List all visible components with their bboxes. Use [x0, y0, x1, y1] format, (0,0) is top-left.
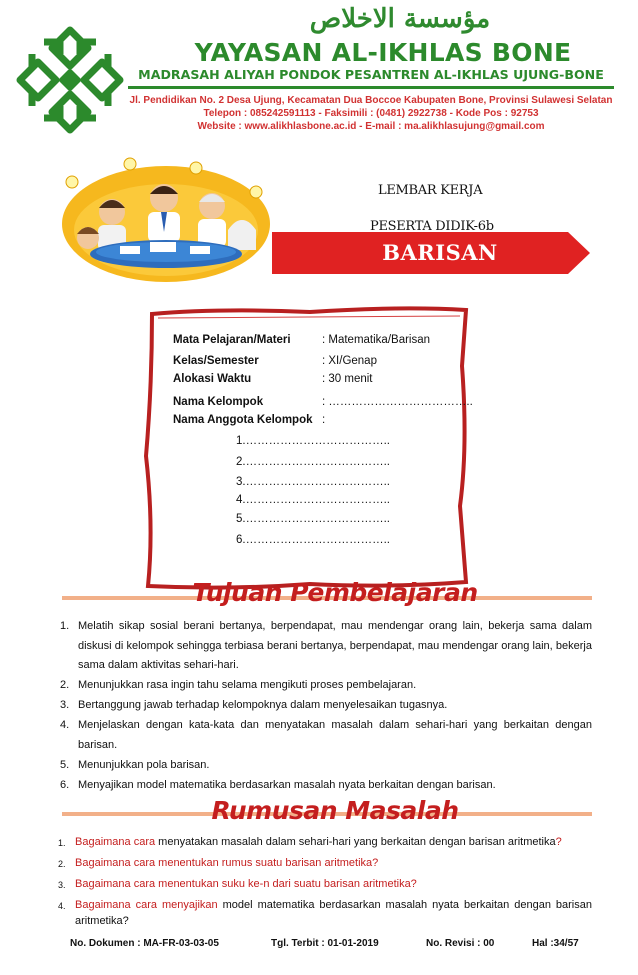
item-number: 3.: [60, 699, 70, 712]
worksheet-title: LEMBAR KERJA: [378, 183, 483, 198]
item-number: 1.: [60, 620, 70, 632]
item-text: Melatih sikap sosial berani bertanya, berpendapat, mau mendengar orang lain, bekerja sama dalam diskusi di kelompok sehingga terbiasa berani bertanya, berpendapat, mau mendengar orang lain, bekerja sama dalam aktivitas sehari-hari.: [78, 620, 592, 672]
school-name: MADRASAH ALIYAH PONDOK PESANTREN AL-IKHLAS UJUNG-BONE: [138, 67, 604, 82]
subject-value: : Matematika/Barisan: [322, 334, 431, 346]
member-line: 3.………………………………..: [236, 476, 390, 488]
list-item: [60, 676, 592, 696]
item-number: 1.: [58, 838, 66, 848]
time-value: : 30 menit: [322, 373, 373, 385]
question-red-text: Bagaimana cara menentukan suku ke-n dari suatu barisan aritmetika?: [75, 878, 417, 890]
revision-number: No. Revisi : 00: [426, 938, 495, 949]
topic-title: BARISAN: [382, 240, 498, 265]
time-label: Alokasi Waktu: [173, 373, 252, 385]
question-red-text: Bagaimana cara menyajikan: [75, 899, 218, 911]
list-item: [60, 776, 592, 796]
objectives-heading: Tujuan Pembelajaran: [192, 578, 478, 607]
list-item: [60, 756, 592, 776]
members-label: Nama Anggota Kelompok: [173, 414, 313, 426]
problems-heading: Rumusan Masalah: [211, 796, 459, 825]
member-line: 2.………………………………..: [236, 456, 390, 468]
list-item: [60, 617, 592, 676]
list-item: [60, 716, 592, 755]
item-number: 2.: [58, 859, 66, 869]
foundation-name: YAYASAN AL-IKHLAS BONE: [194, 38, 572, 67]
list-item: [58, 834, 592, 850]
item-number: 5.: [60, 759, 70, 772]
document-number: No. Dokumen : MA-FR-03-03-05: [70, 938, 219, 949]
list-item: [60, 696, 592, 716]
member-line: 4.………………………………..: [236, 494, 390, 506]
list-item: [58, 897, 592, 929]
school-address: Jl. Pendidikan No. 2 Desa Ujung, Kecamatan Dua Boccoe Kabupaten Bone, Provinsi Sulawesi Selatan: [129, 95, 613, 106]
list-item: [58, 876, 592, 892]
arabic-foundation-name: مؤسسة الاخلاص: [309, 4, 491, 34]
objectives-list: [60, 617, 592, 796]
question-red-text: Bagaimana cara menentukan rumus suatu barisan aritmetika?: [75, 857, 379, 869]
participant-label: PESERTA DIDIK-6b: [370, 219, 494, 231]
members-colon: :: [322, 414, 326, 426]
item-text: Menunjukkan rasa ingin tahu selama mengikuti proses pembelajaran.: [78, 679, 417, 692]
question-text: model matematika berdasarkan masalah nyata berkaitan dengan barisan aritmetika?: [75, 899, 592, 927]
item-text: Menyajikan model matematika berdasarkan masalah nyata berkaitan dengan barisan.: [78, 779, 496, 792]
identity-card-background: [140, 306, 474, 592]
member-line: 1.………………………………..: [236, 435, 390, 447]
problems-list: [58, 834, 592, 934]
header-divider: [128, 86, 614, 89]
item-number: 6.: [60, 779, 70, 792]
page-number: Hal :34/57: [532, 938, 579, 949]
item-number: 4.: [60, 719, 70, 732]
member-line: 5.………………………………..: [236, 513, 390, 525]
class-label: Kelas/Semester: [173, 355, 259, 367]
school-phone: Telepon : 085242591113 - Faksimili : (0481) 2922738 - Kode Pos : 92753: [203, 108, 539, 119]
group-label: Nama Kelompok: [173, 396, 264, 408]
students-discussion-illustration: [60, 152, 272, 282]
item-number: 3.: [58, 880, 66, 890]
item-text: Menunjukkan pola barisan.: [78, 759, 210, 772]
school-website: Website : www.alikhlasbone.ac.id - E-mail : ma.alikhlasujung@gmail.com: [197, 121, 545, 132]
item-text: Bertanggung jawab terhadap kelompoknya dalam menyelesaikan tugasnya.: [78, 699, 448, 712]
item-text: Menjelaskan dengan kata-kata dan menyatakan masalah dalam sehari-hari yang berkaitan dengan barisan.: [78, 719, 592, 752]
subject-label: Mata Pelajaran/Materi: [173, 334, 291, 346]
item-number: 4.: [58, 901, 66, 911]
question-red-mark: ?: [555, 836, 562, 848]
school-logo: [14, 24, 126, 136]
question-text: menyatakan masalah dalam sehari-hari yang berkaitan dengan barisan aritmetika: [155, 836, 556, 848]
list-item: [58, 855, 592, 871]
issue-date: Tgl. Terbit : 01-01-2019: [271, 938, 379, 949]
member-line: 6.………………………………..: [236, 534, 390, 546]
class-value: : XI/Genap: [322, 355, 377, 367]
item-number: 2.: [60, 679, 70, 692]
group-value: : ………………………………..: [322, 396, 473, 408]
question-red-text: Bagaimana cara: [75, 836, 156, 848]
